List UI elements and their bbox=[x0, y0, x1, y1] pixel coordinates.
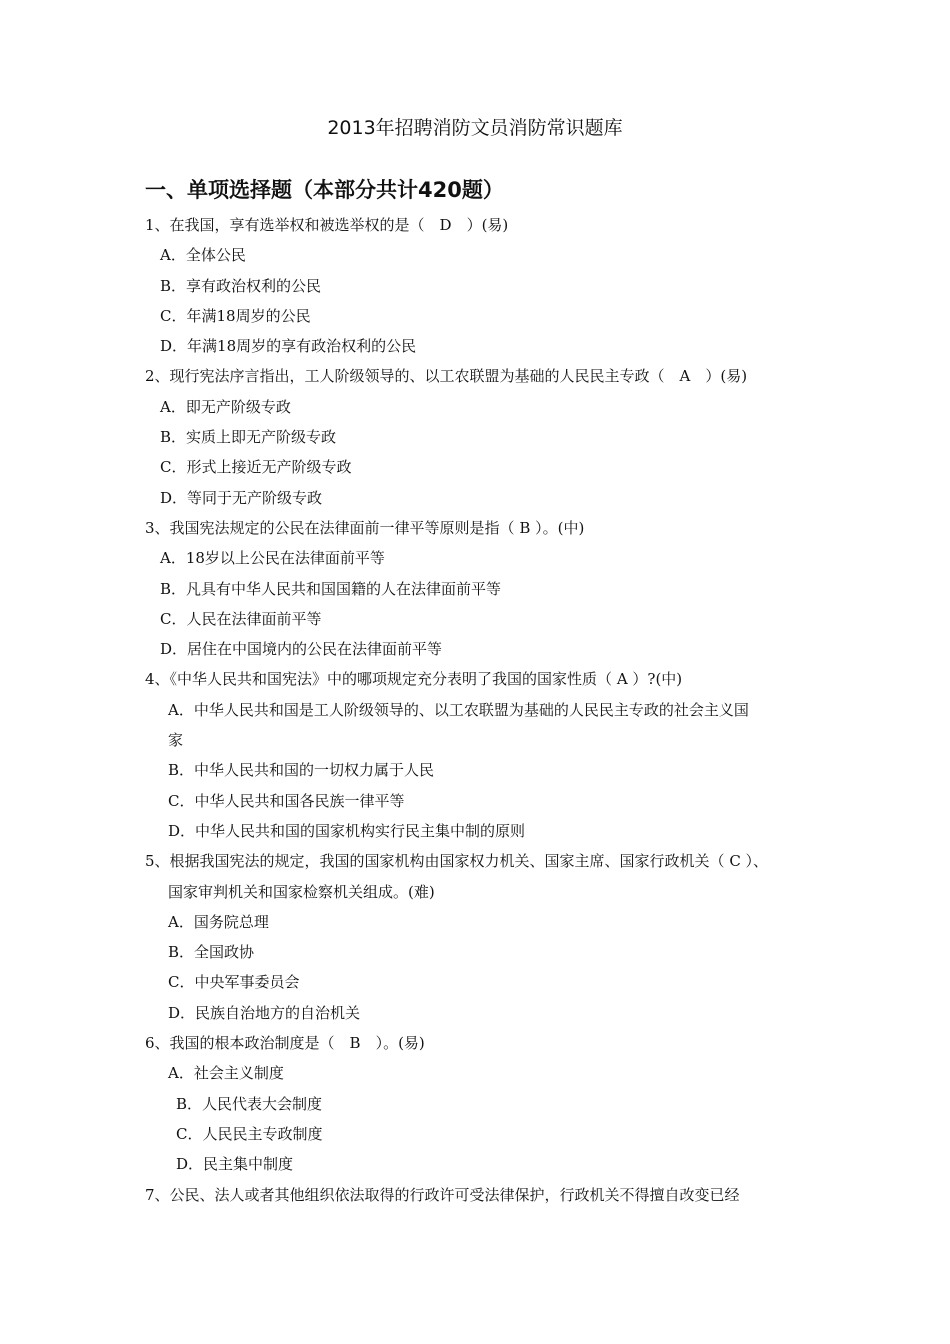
question-4-stem: 4、《中华人民共和国宪法》中的哪项规定充分表明了我国的国家性质（ A ）?(中) bbox=[145, 670, 683, 689]
question-5-option-d: D．民族自治地方的自治机关 bbox=[168, 1003, 361, 1022]
question-4-option-a: A．中华人民共和国是工人阶级领导的、以工农联盟为基础的人民民主专政的社会主义国 bbox=[168, 700, 749, 719]
question-5-option-a: A．国务院总理 bbox=[168, 912, 269, 931]
question-5-option-b: B．全国政协 bbox=[168, 943, 255, 962]
question-2-option-a: A．即无产阶级专政 bbox=[160, 397, 291, 416]
question-3-option-c: C．人民在法律面前平等 bbox=[160, 609, 322, 628]
section-heading: 一、单项选择题（本部分共计420题） bbox=[145, 178, 504, 202]
question-4-option-d: D．中华人民共和国的国家机构实行民主集中制的原则 bbox=[168, 821, 526, 840]
question-1-option-c: C．年满18周岁的公民 bbox=[160, 306, 311, 325]
question-4-option-c: C．中华人民共和国各民族一律平等 bbox=[168, 791, 405, 810]
question-2-option-d: D．等同于无产阶级专政 bbox=[160, 488, 323, 507]
question-6-option-c: C．人民民主专政制度 bbox=[176, 1124, 323, 1143]
question-3-stem: 3、我国宪法规定的公民在法律面前一律平等原则是指（ B ）。(中) bbox=[145, 518, 585, 537]
question-4-option-b: B．中华人民共和国的一切权力属于人民 bbox=[168, 761, 435, 780]
question-6-option-b: B．人民代表大会制度 bbox=[176, 1094, 323, 1113]
question-5-stem-continued: 国家审判机关和国家检察机关组成。(难) bbox=[168, 882, 435, 901]
question-3-option-b: B．凡具有中华人民共和国国籍的人在法律面前平等 bbox=[160, 579, 502, 598]
question-2-option-c: C．形式上接近无产阶级专政 bbox=[160, 458, 352, 477]
question-7-stem: 7、公民、法人或者其他组织依法取得的行政许可受法律保护，行政机关不得擅自改变已经 bbox=[145, 1185, 740, 1204]
question-6-option-d: D．民主集中制度 bbox=[176, 1155, 294, 1174]
document-title: 2013年招聘消防文员消防常识题库 bbox=[327, 117, 623, 139]
question-6-stem: 6、我国的根本政治制度是（ B ）。(易) bbox=[145, 1034, 425, 1053]
question-1-option-d: D．年满18周岁的享有政治权利的公民 bbox=[160, 337, 417, 356]
question-3-option-d: D．居住在中国境内的公民在法律面前平等 bbox=[160, 640, 443, 659]
question-5-stem: 5、根据我国宪法的规定，我国的国家机构由国家权力机关、国家主席、国家行政机关（ C ）、 bbox=[145, 852, 769, 871]
question-3-option-a: A．18岁以上公民在法律面前平等 bbox=[160, 549, 385, 568]
question-2-stem: 2、现行宪法序言指出，工人阶级领导的、以工农联盟为基础的人民民主专政（ A ）(易) bbox=[145, 367, 748, 386]
question-6-option-a: A．社会主义制度 bbox=[168, 1064, 284, 1083]
question-1-stem: 1、在我国，享有选举权和被选举权的是（ D ）(易) bbox=[145, 216, 509, 234]
question-1-option-a: A．全体公民 bbox=[160, 246, 246, 265]
question-2-option-b: B．实质上即无产阶级专政 bbox=[160, 428, 337, 447]
question-5-option-c: C．中央军事委员会 bbox=[168, 973, 300, 992]
question-4-option-a-continued: 家 bbox=[168, 731, 184, 750]
question-1-option-b: B．享有政治权利的公民 bbox=[160, 276, 322, 295]
question-list bbox=[0, 210, 950, 1210]
